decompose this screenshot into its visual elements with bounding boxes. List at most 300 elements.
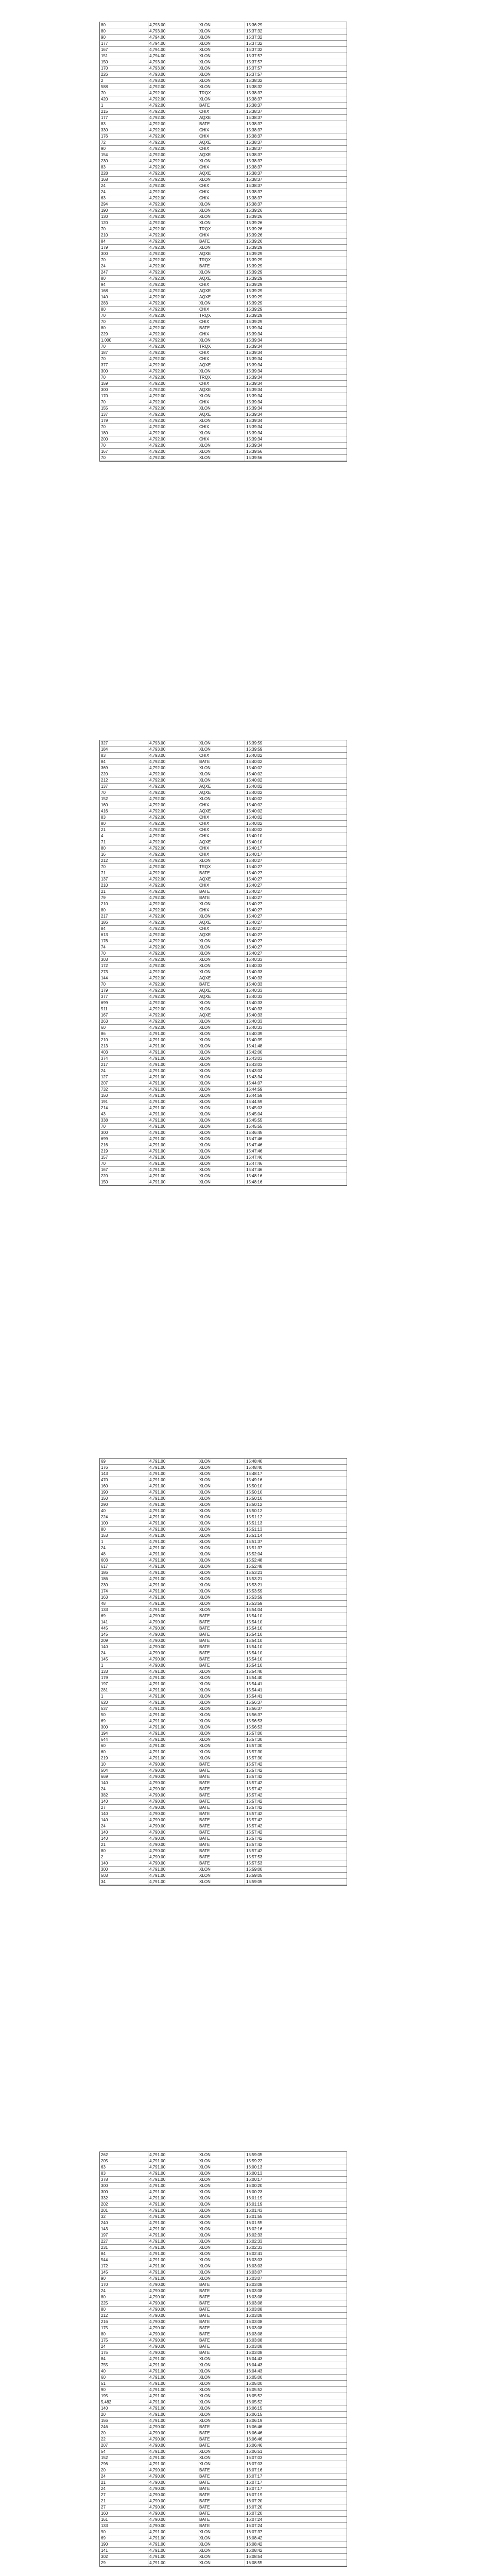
table-row (100, 72, 347, 78)
volume-cell: 70 (100, 864, 148, 870)
table-row (100, 1043, 347, 1049)
table-row (100, 2405, 347, 2412)
volume-cell: 84 (100, 759, 148, 765)
time-cell: 15:52:48 (246, 1558, 263, 1563)
price-cell: 4,791.00 (148, 1037, 198, 1043)
venue-cell: XLON (198, 393, 245, 399)
table-row (100, 276, 347, 282)
table-row (100, 96, 347, 103)
price-cell: 4,792.00 (148, 988, 198, 993)
table-row (100, 913, 347, 920)
venue-cell: XLON (198, 2368, 245, 2374)
table-row (100, 2239, 347, 2245)
volume-cell: 186 (100, 1576, 148, 1582)
volume-cell: 1 (100, 103, 148, 108)
time-cell: 15:39:59 (246, 747, 263, 752)
venue-cell: CHIX (198, 802, 245, 808)
time-cell: 15:54:10 (246, 1651, 263, 1655)
time-cell: 15:38:37 (246, 190, 263, 194)
volume-cell: 90 (100, 2276, 148, 2281)
time-cell: 15:54:10 (246, 1663, 263, 1668)
venue-cell: BATE (198, 2467, 245, 2473)
table-row (100, 2300, 347, 2307)
volume-cell: 159 (100, 381, 148, 386)
venue-cell: XLON (198, 84, 245, 90)
table-row (100, 59, 347, 65)
venue-cell: XLON (198, 1731, 245, 1736)
price-cell: 4,790.00 (148, 1811, 198, 1817)
venue-cell: BATE (198, 2492, 245, 2498)
volume-cell: 70 (100, 375, 148, 380)
table-row (100, 2263, 347, 2269)
table-row (100, 1496, 347, 1502)
price-cell: 4,791.00 (148, 2541, 198, 2547)
time-cell: 15:37:57 (246, 66, 263, 71)
volume-cell: 83 (100, 815, 148, 820)
venue-cell: AQXE (198, 876, 245, 882)
price-cell: 4,791.00 (148, 1520, 198, 1526)
price-cell: 4,791.00 (148, 2177, 198, 2182)
price-cell: 4,792.00 (148, 183, 198, 189)
price-cell: 4,790.00 (148, 1650, 198, 1656)
volume-cell: 302 (100, 2554, 148, 2560)
price-cell: 4,792.00 (148, 158, 198, 164)
venue-cell: XLON (198, 430, 245, 436)
table-row (100, 350, 347, 356)
price-cell: 4,792.00 (148, 883, 198, 888)
price-cell: 4,792.00 (148, 864, 198, 870)
time-cell: 15:45:55 (246, 1124, 263, 1129)
table-row (100, 2548, 347, 2554)
time-cell: 15:40:02 (246, 759, 263, 764)
time-cell: 15:54:40 (246, 1675, 263, 1680)
venue-cell: XLON (198, 443, 245, 448)
volume-cell: 70 (100, 455, 148, 461)
volume-cell: 262 (100, 2152, 148, 2158)
time-cell: 15:57:53 (246, 1855, 263, 1859)
venue-cell: XLON (198, 2554, 245, 2560)
time-cell: 15:53:21 (246, 1570, 263, 1575)
price-cell: 4,791.00 (148, 2405, 198, 2411)
price-cell: 4,791.00 (148, 1508, 198, 1514)
volume-cell: 20 (100, 2467, 148, 2473)
venue-cell: XLON (198, 1111, 245, 1117)
time-cell: 15:59:05 (246, 1879, 263, 1884)
volume-cell: 378 (100, 2177, 148, 2182)
venue-cell: XLON (198, 1489, 245, 1495)
volume-cell: 403 (100, 1049, 148, 1055)
price-cell: 4,792.00 (148, 337, 198, 343)
price-cell: 4,792.00 (148, 845, 198, 851)
time-cell: 15:56:37 (246, 1713, 263, 1717)
venue-cell: XLON (198, 208, 245, 213)
time-cell: 16:07:37 (246, 2530, 263, 2534)
table-row (100, 1489, 347, 1496)
price-cell: 4,790.00 (148, 1823, 198, 1829)
volume-cell: 80 (100, 821, 148, 826)
time-cell: 16:06:15 (246, 2406, 263, 2411)
time-cell: 15:37:32 (246, 47, 263, 52)
table-row (100, 2232, 347, 2239)
table-row (100, 1706, 347, 1712)
price-cell: 4,791.00 (148, 1743, 198, 1749)
volume-cell: 84 (100, 2356, 148, 2362)
time-cell: 16:03:08 (246, 2319, 263, 2324)
venue-cell: CHIX (198, 821, 245, 826)
time-cell: 16:06:19 (246, 2418, 263, 2423)
venue-cell: CHIX (198, 424, 245, 430)
table-row (100, 1093, 347, 1099)
volume-cell: 2 (100, 1854, 148, 1860)
volume-cell: 141 (100, 2548, 148, 2553)
price-cell: 4,790.00 (148, 2486, 198, 2492)
price-cell: 4,792.00 (148, 815, 198, 820)
venue-cell: XLON (198, 2541, 245, 2547)
price-cell: 4,791.00 (148, 1595, 198, 1600)
price-cell: 4,792.00 (148, 418, 198, 423)
volume-cell: 170 (100, 65, 148, 71)
time-cell: 15:51:14 (246, 1533, 263, 1538)
time-cell: 15:50:10 (246, 1490, 263, 1495)
volume-cell: 130 (100, 214, 148, 219)
volume-cell: 90 (100, 2387, 148, 2393)
volume-cell: 184 (100, 747, 148, 752)
venue-cell: XLON (198, 1743, 245, 1749)
price-cell: 4,790.00 (148, 2344, 198, 2349)
volume-cell: 63 (100, 2164, 148, 2170)
time-cell: 15:38:37 (246, 146, 263, 151)
price-cell: 4,791.00 (148, 2393, 198, 2399)
table-row (100, 777, 347, 784)
venue-cell: XLON (198, 1080, 245, 1086)
time-cell: 15:39:34 (246, 406, 263, 411)
time-cell: 15:54:41 (246, 1688, 263, 1692)
volume-cell: 226 (100, 72, 148, 77)
table-row (100, 1823, 347, 1829)
price-cell: 4,790.00 (148, 1792, 198, 1798)
price-cell: 4,791.00 (148, 2535, 198, 2541)
venue-cell: XLON (198, 1068, 245, 1074)
price-cell: 4,790.00 (148, 2443, 198, 2448)
time-cell: 16:05:52 (246, 2400, 263, 2404)
venue-cell: TRQX (198, 226, 245, 232)
volume-cell: 80 (100, 1848, 148, 1854)
volume-cell: 300 (100, 368, 148, 374)
volume-cell: 80 (100, 22, 148, 28)
volume-cell: 70 (100, 981, 148, 987)
price-cell: 4,791.00 (148, 1099, 198, 1105)
price-cell: 4,791.00 (148, 1700, 198, 1705)
volume-cell: 50 (100, 1712, 148, 1718)
time-cell: 15:40:10 (246, 834, 263, 838)
price-cell: 4,792.00 (148, 889, 198, 894)
table-row (100, 84, 347, 90)
venue-cell: CHIX (198, 146, 245, 151)
volume-cell: 503 (100, 1873, 148, 1878)
price-cell: 4,791.00 (148, 1080, 198, 1086)
time-cell: 16:03:08 (246, 2301, 263, 2306)
price-cell: 4,792.00 (148, 90, 198, 96)
venue-cell: XLON (198, 1105, 245, 1111)
price-cell: 4,791.00 (148, 1527, 198, 1532)
volume-cell: 669 (100, 1774, 148, 1780)
table-row (100, 833, 347, 839)
venue-cell: XLON (198, 177, 245, 182)
table-row (100, 47, 347, 53)
price-cell: 4,792.00 (148, 895, 198, 901)
table-row (100, 1638, 347, 1644)
table-row (100, 1062, 347, 1068)
price-cell: 4,791.00 (148, 1074, 198, 1080)
price-cell: 4,792.00 (148, 269, 198, 275)
table-row (100, 1693, 347, 1700)
volume-cell: 48 (100, 1551, 148, 1557)
venue-cell: XLON (198, 2257, 245, 2263)
time-cell: 15:40:33 (246, 976, 263, 980)
time-cell: 15:40:33 (246, 957, 263, 962)
price-cell: 4,793.00 (148, 753, 198, 758)
time-cell: 16:03:08 (246, 2332, 263, 2336)
volume-cell: 644 (100, 1737, 148, 1742)
table-row (100, 1731, 347, 1737)
table-row (100, 2288, 347, 2294)
time-cell: 15:40:27 (246, 865, 263, 869)
table-row (100, 1799, 347, 1805)
price-cell: 4,792.00 (148, 152, 198, 158)
venue-cell: XLON (198, 220, 245, 226)
time-cell: 15:48:40 (246, 1459, 263, 1464)
price-cell: 4,790.00 (148, 1780, 198, 1786)
table-row (100, 907, 347, 913)
table-row (100, 1761, 347, 1768)
volume-cell: 167 (100, 1012, 148, 1018)
volume-cell: 21 (100, 827, 148, 833)
venue-cell: BATE (198, 2282, 245, 2287)
venue-cell: CHIX (198, 127, 245, 133)
time-cell: 15:51:13 (246, 1521, 263, 1526)
venue-cell: XLON (198, 2220, 245, 2226)
table-row (100, 1025, 347, 1031)
table-row (100, 2331, 347, 2337)
table-row (100, 1687, 347, 1693)
venue-cell: XLON (198, 2449, 245, 2454)
price-cell: 4,791.00 (148, 2399, 198, 2405)
time-cell: 15:40:39 (246, 1038, 263, 1042)
time-cell: 15:57:30 (246, 1750, 263, 1754)
time-cell: 15:40:33 (246, 1013, 263, 1018)
time-cell: 15:37:57 (246, 60, 263, 64)
price-cell: 4,792.00 (148, 331, 198, 337)
price-cell: 4,792.00 (148, 133, 198, 139)
time-cell: 15:39:34 (246, 431, 263, 435)
table-row (100, 2449, 347, 2455)
price-cell: 4,792.00 (148, 449, 198, 454)
venue-cell: AQXE (198, 115, 245, 121)
time-cell: 16:06:46 (246, 2437, 263, 2442)
table-row (100, 300, 347, 307)
table-row (100, 1724, 347, 1731)
price-cell: 4,791.00 (148, 1043, 198, 1049)
price-cell: 4,794.00 (148, 35, 198, 40)
table-row (100, 1068, 347, 1074)
venue-cell: CHIX (198, 852, 245, 857)
table-row (100, 220, 347, 226)
time-cell: 15:39:34 (246, 375, 263, 380)
price-cell: 4,791.00 (148, 1867, 198, 1872)
time-cell: 15:54:10 (246, 1645, 263, 1649)
time-cell: 15:57:42 (246, 1787, 263, 1791)
volume-cell: 4 (100, 833, 148, 839)
volume-cell: 161 (100, 2517, 148, 2522)
time-cell: 15:39:34 (246, 418, 263, 423)
price-cell: 4,791.00 (148, 2455, 198, 2461)
table-row (100, 1879, 347, 1885)
venue-cell: XLON (198, 449, 245, 454)
table-row (100, 1854, 347, 1860)
table-row (100, 152, 347, 158)
table-row (100, 1601, 347, 1607)
venue-cell: XLON (198, 771, 245, 777)
table-row (100, 1681, 347, 1687)
price-cell: 4,790.00 (148, 1638, 198, 1643)
table-row (100, 1465, 347, 1471)
volume-cell: 60 (100, 1743, 148, 1749)
volume-cell: 190 (100, 1489, 148, 1495)
time-cell: 15:57:42 (246, 1830, 263, 1835)
table-row (100, 2164, 347, 2171)
price-cell: 4,793.00 (148, 747, 198, 752)
price-cell: 4,791.00 (148, 1489, 198, 1495)
volume-cell: 24 (100, 2473, 148, 2479)
time-cell: 15:40:10 (246, 840, 263, 844)
price-cell: 4,792.00 (148, 913, 198, 919)
volume-cell: 24 (100, 2288, 148, 2294)
table-row (100, 1582, 347, 1588)
volume-cell: 24 (100, 1545, 148, 1551)
volume-cell: 140 (100, 1829, 148, 1835)
volume-cell: 504 (100, 1768, 148, 1773)
volume-cell: 617 (100, 1564, 148, 1569)
time-cell: 15:39:26 (246, 221, 263, 225)
volume-cell: 70 (100, 1161, 148, 1166)
price-cell: 4,794.00 (148, 53, 198, 59)
venue-cell: XLON (198, 1130, 245, 1136)
time-cell: 16:06:46 (246, 2431, 263, 2435)
volume-cell: 133 (100, 2523, 148, 2529)
venue-cell: XLON (198, 1669, 245, 1674)
venue-cell: BATE (198, 1799, 245, 1804)
price-cell: 4,790.00 (148, 1805, 198, 1810)
table-row (100, 2418, 347, 2424)
price-cell: 4,792.00 (148, 932, 198, 938)
table-row (100, 1588, 347, 1595)
venue-cell: XLON (198, 1019, 245, 1024)
time-cell: 15:57:30 (246, 1743, 263, 1748)
volume-cell: 21 (100, 889, 148, 894)
price-cell: 4,790.00 (148, 2288, 198, 2294)
time-cell: 15:39:29 (246, 295, 263, 299)
time-cell: 15:57:30 (246, 1756, 263, 1760)
time-cell: 15:56:53 (246, 1725, 263, 1730)
venue-cell: XLON (198, 1496, 245, 1501)
volume-cell: 80 (100, 276, 148, 281)
price-cell: 4,791.00 (148, 2201, 198, 2207)
venue-cell: XLON (198, 2251, 245, 2257)
venue-cell: XLON (198, 1520, 245, 1526)
time-cell: 15:39:26 (246, 214, 263, 219)
venue-cell: XLON (198, 1601, 245, 1606)
volume-cell: 190 (100, 208, 148, 213)
venue-cell: CHIX (198, 133, 245, 139)
venue-cell: XLON (198, 1173, 245, 1179)
table-row (100, 319, 347, 325)
venue-cell: XLON (198, 1087, 245, 1092)
price-cell: 4,791.00 (148, 1879, 198, 1885)
table-row (100, 1000, 347, 1006)
time-cell: 15:40:02 (246, 796, 263, 801)
table-row (100, 815, 347, 821)
time-cell: 16:03:08 (246, 2313, 263, 2318)
time-cell: 15:47:46 (246, 1155, 263, 1160)
time-cell: 15:37:32 (246, 29, 263, 33)
volume-cell: 215 (100, 109, 148, 114)
venue-cell: XLON (198, 740, 245, 746)
time-cell: 15:40:33 (246, 1019, 263, 1024)
venue-cell: BATE (198, 2486, 245, 2492)
table-row (100, 2461, 347, 2467)
price-cell: 4,791.00 (148, 1687, 198, 1693)
price-cell: 4,792.00 (148, 232, 198, 238)
venue-cell: BATE (198, 1817, 245, 1823)
venue-cell: CHIX (198, 436, 245, 442)
table-row (100, 35, 347, 41)
time-cell: 16:01:55 (246, 2221, 263, 2225)
price-cell: 4,791.00 (148, 1669, 198, 1674)
time-cell: 15:39:56 (246, 455, 263, 460)
price-cell: 4,792.00 (148, 96, 198, 102)
price-cell: 4,792.00 (148, 994, 198, 999)
table-row (100, 1167, 347, 1173)
trade-table (99, 740, 347, 1186)
volume-cell: 168 (100, 288, 148, 294)
time-cell: 16:08:42 (246, 2542, 263, 2547)
time-cell: 15:47:46 (246, 1143, 263, 1147)
volume-cell: 48 (100, 1601, 148, 1606)
time-cell: 15:39:56 (246, 449, 263, 454)
venue-cell: AQXE (198, 1012, 245, 1018)
volume-cell: 214 (100, 1105, 148, 1111)
volume-cell: 210 (100, 1037, 148, 1043)
table-row (100, 2541, 347, 2548)
table-row (100, 988, 347, 994)
table-row (100, 325, 347, 331)
venue-cell: CHIX (198, 381, 245, 386)
price-cell: 4,790.00 (148, 1656, 198, 1662)
venue-cell: XLON (198, 41, 245, 46)
price-cell: 4,790.00 (148, 1786, 198, 1792)
time-cell: 16:03:03 (246, 2258, 263, 2262)
volume-cell: 246 (100, 2424, 148, 2430)
venue-cell: XLON (198, 1167, 245, 1173)
table-row (100, 1805, 347, 1811)
time-cell: 16:06:51 (246, 2449, 263, 2454)
venue-cell: XLON (198, 1006, 245, 1012)
price-cell: 4,792.00 (148, 852, 198, 857)
price-cell: 4,790.00 (148, 2350, 198, 2355)
venue-cell: XLON (198, 53, 245, 59)
volume-cell: 210 (100, 901, 148, 907)
time-cell: 16:00:13 (246, 2165, 263, 2170)
